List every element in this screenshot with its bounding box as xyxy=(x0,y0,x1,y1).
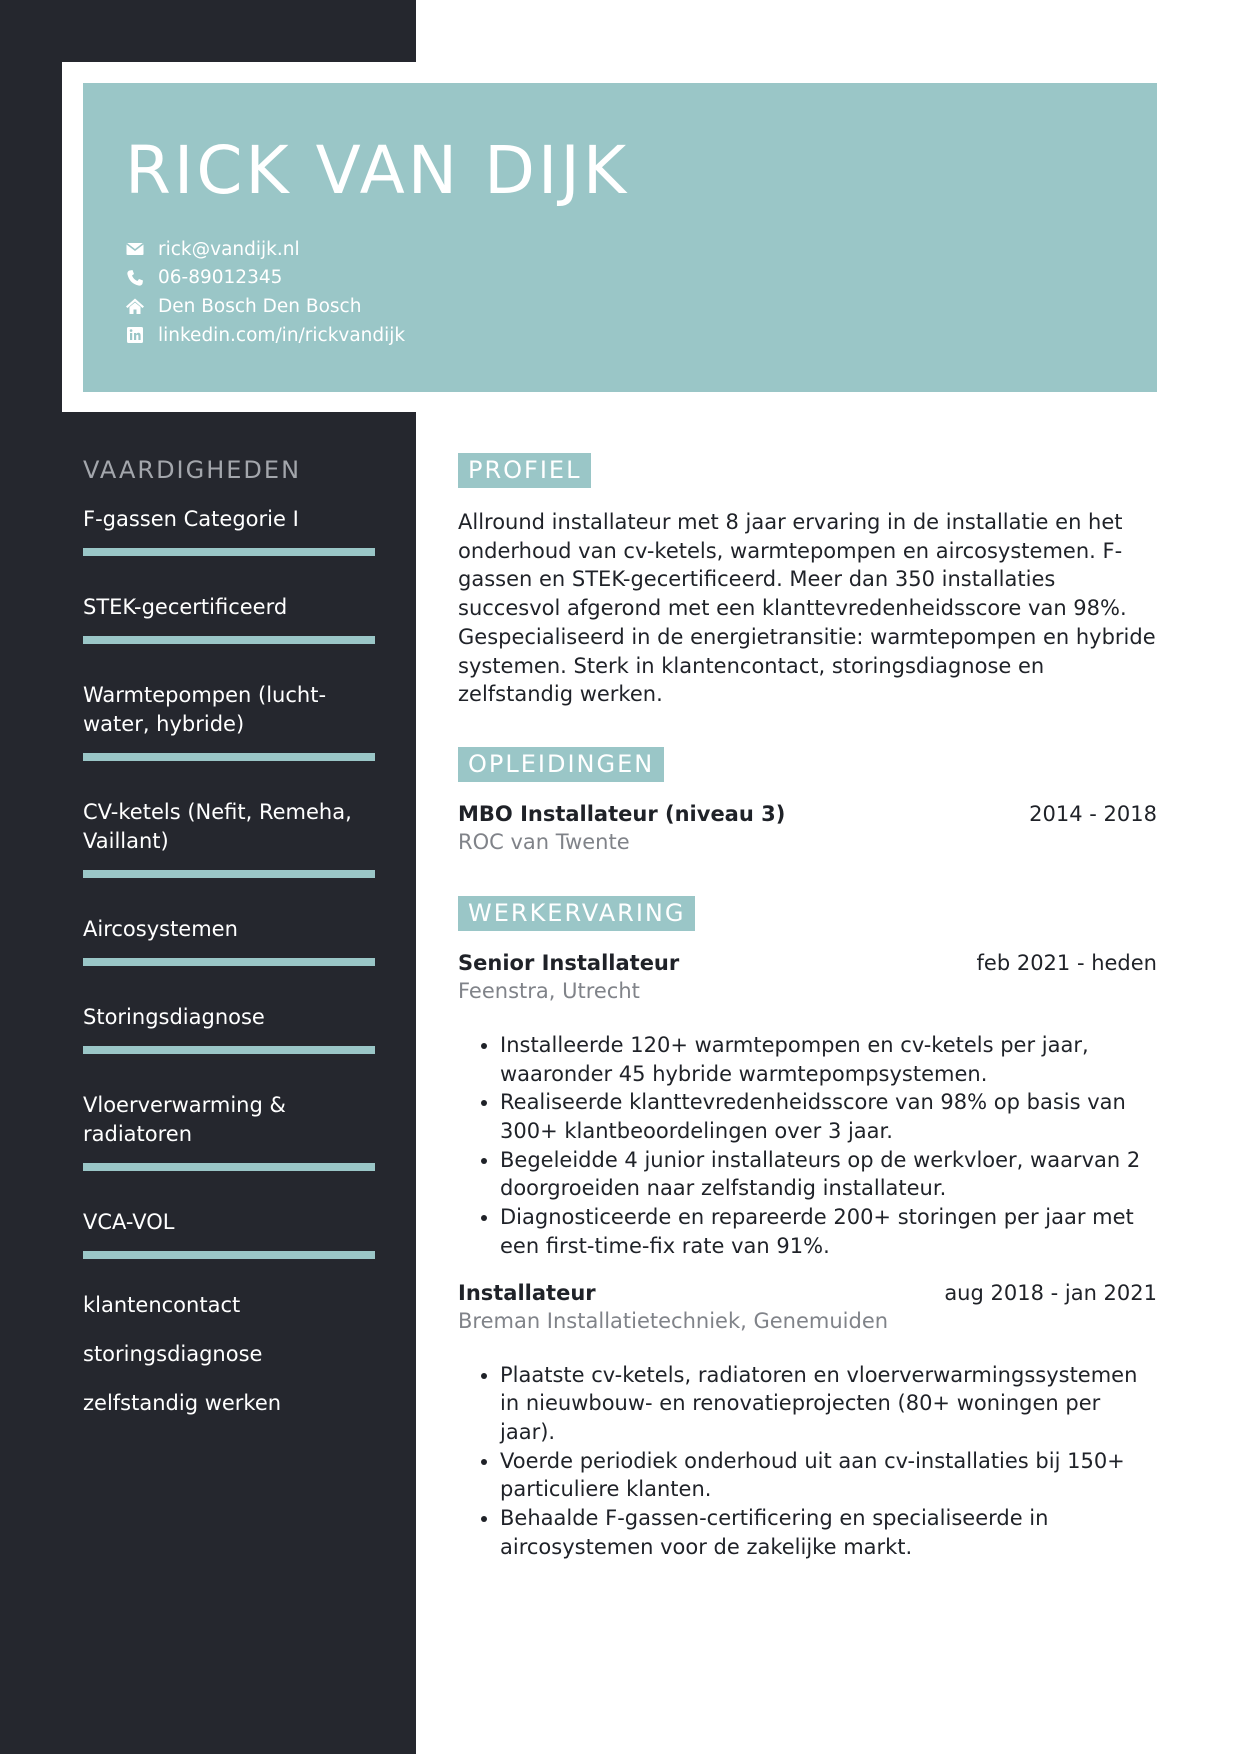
profile-section xyxy=(458,453,1157,709)
job-header xyxy=(458,949,1157,977)
job-dates: aug 2018 - jan 2021 xyxy=(944,1280,1157,1305)
education-entry-header xyxy=(458,800,1157,828)
skill-item xyxy=(83,500,375,556)
job-bullet: • Behaalde F-gassen-certificering en specialiseerde in aircosystemen voor de zakelijke markt. xyxy=(500,1504,1157,1561)
job-bullets xyxy=(458,1031,1157,1261)
skill-name: STEK-gecertificeerd xyxy=(83,595,288,619)
skill-name: CV-ketels (Nefit, Remeha, Vaillant) xyxy=(83,800,352,853)
skill-bar xyxy=(83,548,375,556)
skill-bar xyxy=(83,753,375,761)
profile-text: Allround installateur met 8 jaar ervaring in de installatie en het onderhoud van cv-ketels, warmtepompen en aircosystemen. F-gassen en STEK-gecertificeerd. Meer dan 350 installaties succesvol afgerond met een klanttevredenheidsscore van 98%. Gespecialiseerd in de energietransitie: warmtepompen en hybride systemen. Sterk in klantencontact, storingsdiagnose en zelfstandig werken. xyxy=(458,510,1156,707)
skill-item xyxy=(83,676,375,761)
contact-linkedin-text: linkedin.com/in/rickvandijk xyxy=(158,324,406,346)
job-role: Senior Installateur xyxy=(458,950,680,975)
skill-item xyxy=(83,1086,375,1171)
job-company: Breman Installatietechniek, Genemuiden xyxy=(458,1308,889,1333)
soft-skill: zelfstandig werken xyxy=(83,1391,282,1415)
skill-name: VCA-VOL xyxy=(83,1210,175,1234)
skills-sidebar xyxy=(83,450,375,1438)
education-entry xyxy=(458,800,1157,856)
contact-linkedin[interactable] xyxy=(125,321,405,350)
experience-title: WERKERVARING xyxy=(458,896,695,931)
job-header xyxy=(458,1279,1157,1307)
skill-name: Aircosystemen xyxy=(83,917,238,941)
job-bullet: • Plaatste cv-ketels, radiatoren en vloerverwarmingssystemen in nieuwbouw- en renovatieprojecten (80+ woningen per jaar). xyxy=(500,1361,1157,1447)
phone-icon xyxy=(125,268,145,288)
skill-bar xyxy=(83,870,375,878)
education-title: OPLEIDINGEN xyxy=(458,747,664,782)
contact-phone-text: 06-89012345 xyxy=(158,267,283,289)
skill-bar xyxy=(83,958,375,966)
education-dates: 2014 - 2018 xyxy=(1029,801,1157,826)
soft-skill: storingsdiagnose xyxy=(83,1342,263,1366)
skill-item xyxy=(83,793,375,878)
skill-bar xyxy=(83,1251,375,1259)
job-bullet: • Voerde periodiek onderhoud uit aan cv-installaties bij 150+ particuliere klanten. xyxy=(500,1447,1157,1504)
skill-name: Vloerverwarming & radiatoren xyxy=(83,1093,286,1146)
candidate-name: RICK VAN DIJK xyxy=(125,132,630,209)
skill-bar xyxy=(83,636,375,644)
job-bullet: • Installeerde 120+ warmtepompen en cv-ketels per jaar, waaronder 45 hybride warmtepompsystemen. xyxy=(500,1031,1157,1088)
school-name: ROC van Twente xyxy=(458,829,630,854)
job-entry xyxy=(458,1279,1157,1562)
skill-name: Storingsdiagnose xyxy=(83,1005,265,1029)
contact-phone[interactable] xyxy=(125,264,405,293)
contact-list xyxy=(125,235,405,349)
job-bullets xyxy=(458,1361,1157,1562)
linkedin-icon xyxy=(125,325,145,345)
experience-section xyxy=(458,896,1157,1562)
skill-item xyxy=(83,588,375,644)
skill-bar xyxy=(83,1046,375,1054)
job-entry xyxy=(458,949,1157,1261)
skill-item xyxy=(83,1203,375,1259)
skill-item xyxy=(83,910,375,966)
home-icon xyxy=(125,296,145,316)
skill-item xyxy=(83,998,375,1054)
envelope-icon xyxy=(125,239,145,259)
skill-name: F-gassen Categorie I xyxy=(83,507,299,531)
skill-name: Warmtepompen (lucht-water, hybride) xyxy=(83,683,327,736)
degree-title: MBO Installateur (niveau 3) xyxy=(458,801,786,826)
header-banner xyxy=(83,83,1157,392)
skills-title: VAARDIGHEDEN xyxy=(83,456,302,484)
job-role: Installateur xyxy=(458,1280,596,1305)
contact-email-text: rick@vandijk.nl xyxy=(158,238,300,260)
education-section xyxy=(458,747,1157,856)
job-dates: feb 2021 - heden xyxy=(976,950,1157,975)
job-bullet: • Begeleidde 4 junior installateurs op de werkvloer, waarvan 2 doorgroeiden naar zelfstandig installateur. xyxy=(500,1146,1157,1203)
job-company: Feenstra, Utrecht xyxy=(458,978,640,1003)
job-bullet: • Diagnosticeerde en repareerde 200+ storingen per jaar met een first-time-fix rate van 91%. xyxy=(500,1203,1157,1260)
main-content xyxy=(458,453,1157,1561)
profile-title: PROFIEL xyxy=(458,453,591,488)
contact-email[interactable] xyxy=(125,235,405,264)
job-bullet: • Realiseerde klanttevredenheidsscore van 98% op basis van 300+ klantbeoordelingen over 3 jaar. xyxy=(500,1088,1157,1145)
contact-address-text: Den Bosch Den Bosch xyxy=(158,295,362,317)
skill-bar xyxy=(83,1163,375,1171)
soft-skill: klantencontact xyxy=(83,1293,241,1317)
contact-address xyxy=(125,292,405,321)
